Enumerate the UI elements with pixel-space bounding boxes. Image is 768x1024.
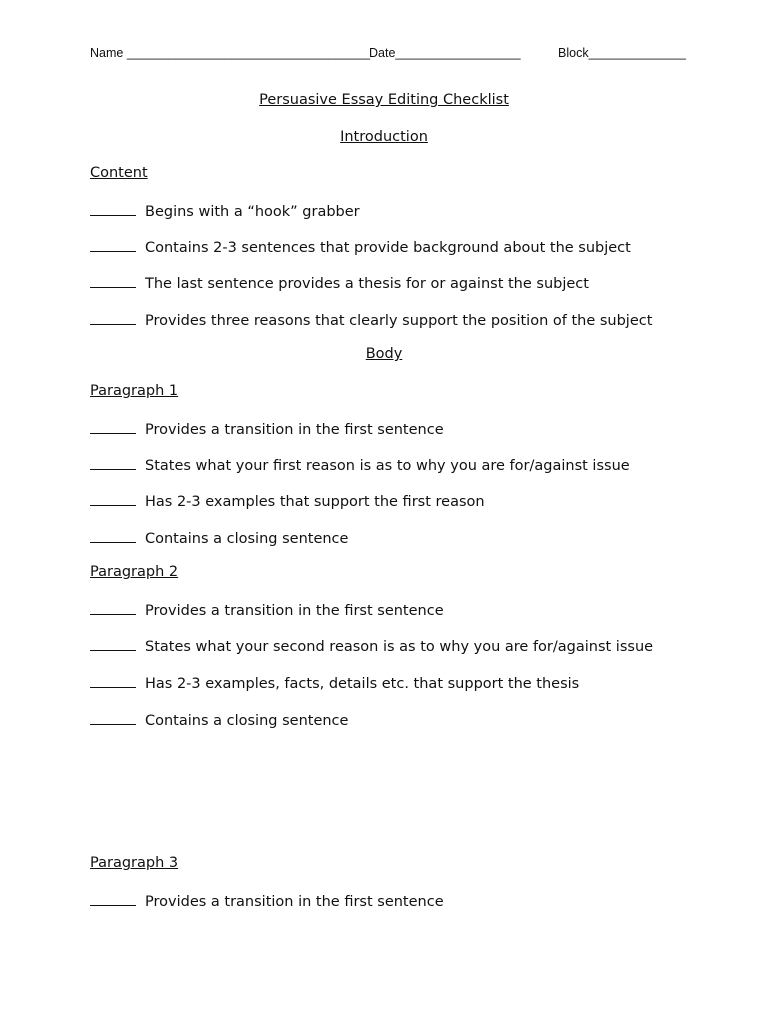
checkbox-blank-line xyxy=(90,455,136,470)
document-title: Persuasive Essay Editing Checklist xyxy=(259,92,509,108)
checklist-item-text: Provides three reasons that clearly support the position of the subject xyxy=(145,313,653,329)
introduction-heading-row xyxy=(0,129,768,145)
date-field: Date__________________ xyxy=(369,46,521,60)
checklist-item-text: Contains a closing sentence xyxy=(145,713,349,729)
checklist-item-text: Begins with a “hook” grabber xyxy=(145,204,360,220)
checkbox-blank-line xyxy=(90,310,136,325)
checkbox-blank-line xyxy=(90,273,136,288)
checklist-item xyxy=(90,528,348,547)
checklist-item xyxy=(90,710,348,729)
introduction-heading: Introduction xyxy=(340,129,428,145)
name-field: Name ___________________________________ xyxy=(90,46,371,60)
paragraph2-heading: Paragraph 2 xyxy=(90,564,179,580)
checklist-item-text: Provides a transition in the first sentence xyxy=(145,894,444,910)
checklist-item-text: Has 2-3 examples that support the first reason xyxy=(145,494,485,510)
checkbox-blank-line xyxy=(90,201,136,216)
checklist-item xyxy=(90,201,360,220)
checkbox-blank-line xyxy=(90,491,136,506)
paragraph1-heading: Paragraph 1 xyxy=(90,383,179,399)
checkbox-blank-line xyxy=(90,710,136,725)
paragraph3-heading: Paragraph 3 xyxy=(90,855,179,871)
document-title-row xyxy=(0,92,768,108)
checkbox-blank-line xyxy=(90,419,136,434)
checklist-item-text: Contains 2-3 sentences that provide background about the subject xyxy=(145,240,631,256)
checklist-item-text: States what your second reason is as to why you are for/against issue xyxy=(145,639,654,655)
checkbox-blank-line xyxy=(90,237,136,252)
checklist-item xyxy=(90,600,444,619)
checklist-item xyxy=(90,636,653,655)
content-subheading: Content xyxy=(90,165,148,181)
checklist-item xyxy=(90,455,630,474)
checklist-item xyxy=(90,273,589,292)
checklist-item-text: Provides a transition in the first sentence xyxy=(145,603,444,619)
block-field: Block______________ xyxy=(558,46,686,60)
checklist-item-text: States what your first reason is as to why you are for/against issue xyxy=(145,458,630,474)
checklist-item xyxy=(90,419,444,438)
body-heading: Body xyxy=(365,346,403,362)
checklist-item xyxy=(90,673,579,692)
checkbox-blank-line xyxy=(90,528,136,543)
body-heading-row xyxy=(0,346,768,362)
checkbox-blank-line xyxy=(90,600,136,615)
checklist-item-text: The last sentence provides a thesis for or against the subject xyxy=(145,276,589,292)
checklist-item xyxy=(90,310,652,329)
checklist-item xyxy=(90,237,631,256)
checkbox-blank-line xyxy=(90,636,136,651)
checklist-item-text: Has 2-3 examples, facts, details etc. that support the thesis xyxy=(145,676,580,692)
checklist-item xyxy=(90,891,444,910)
checklist-item xyxy=(90,491,485,510)
checklist-item-text: Contains a closing sentence xyxy=(145,531,349,547)
checklist-item-text: Provides a transition in the first sentence xyxy=(145,422,444,438)
student-info-header xyxy=(90,46,690,66)
checkbox-blank-line xyxy=(90,891,136,906)
checkbox-blank-line xyxy=(90,673,136,688)
